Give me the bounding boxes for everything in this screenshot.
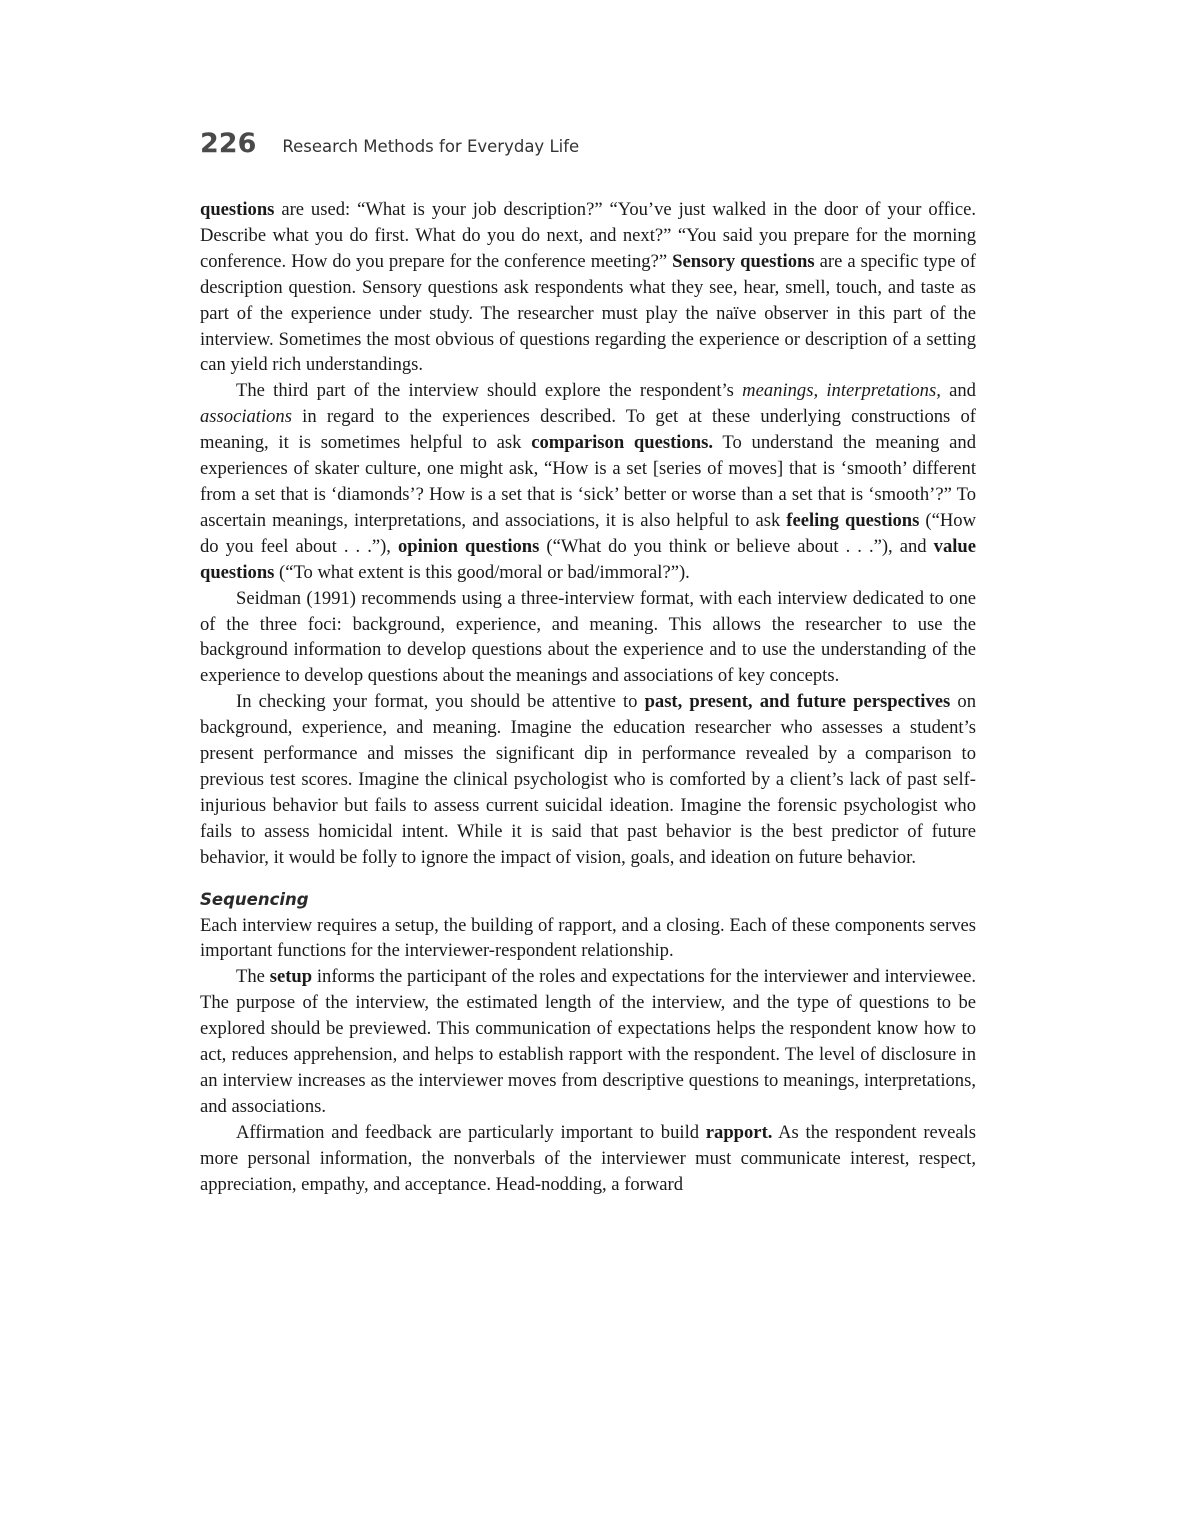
text-run: (“How do you feel about . . .”), xyxy=(200,509,977,557)
paragraph-meanings xyxy=(200,378,976,585)
text-run: in regard to the experiences described. To get at these underlying constructions of meaning, it is sometimes helpful to ask xyxy=(200,406,976,454)
text-run: Affirmation and feedback are particularly important to build xyxy=(236,1121,706,1143)
running-head xyxy=(200,128,1000,172)
paragraph-perspectives xyxy=(200,689,976,870)
term-opinion-questions: opinion questions xyxy=(397,535,540,557)
term-associations: associations xyxy=(200,406,292,428)
term-meanings-interpretations: meanings, interpretations, xyxy=(742,380,941,402)
term-past-present-future: past, present, and future perspectives xyxy=(644,691,951,713)
text-run: The xyxy=(236,966,270,988)
text-run: As the respondent reveals more personal information, the nonverbals of the interviewer must communicate interest, respect, appreciation, empathy, and acceptance. Head-nodding, a forward xyxy=(200,1121,976,1195)
text-run: The third part of the interview should explore the respondent’s xyxy=(236,380,743,402)
text-run: In checking your format, you should be attentive to xyxy=(236,691,645,713)
text-run: To understand the meaning and experiences of skater culture, one might ask, “How is a set [series of moves] that is ‘smooth’ different from a set that is ‘diamonds’? How is a set that is ‘sick’ better or worse than a set that is ‘smooth’?” To ascertain meanings, interpretations, and associations, it is also helpful to ask xyxy=(200,432,977,531)
text-run: are a specific type of description question. Sensory questions ask respondents what they see, hear, smell, touch, and taste as part of the experience under study. The researcher must play the naïve observer in this part of the interview. Sometimes the most obvious of questions regarding the experience or description of a setting can yield rich understandings. xyxy=(200,250,976,376)
term-comparison-questions: comparison questions. xyxy=(531,432,713,454)
text-run: on background, experience, and meaning. Imagine the education researcher who assesses a student’s present performance and misses the significant dip in performance revealed by a comparison to previous test scores. Imagine the clinical psychologist who is comforted by a client’s lack of past self-injurious behavior but fails to assess current suicidal ideation. Imagine the forensic psychologist who fails to assess homicidal intent. While it is said that past behavior is the best predictor of future behavior, it would be folly to ignore the impact of vision, goals, and ideation on future behavior. xyxy=(200,691,976,868)
paragraph-sequencing-intro: Each interview requires a setup, the building of rapport, and a closing. Each of these components serves important functions for the interviewer-respondent relationship. xyxy=(200,914,976,962)
text-run: informs the participant of the roles and expectations for the interviewer and interviewee. The purpose of the interview, the estimated length of the interview, and the type of questions to be explored should be previewed. This communication of expectations helps the respondent know how to act, reduces apprehension, and helps to establish rapport with the respondent. The level of disclosure in an interview increases as the interviewer moves from descriptive questions to meanings, interpretations, and associations. xyxy=(200,966,976,1117)
term-sensory-questions: Sensory questions xyxy=(672,250,815,272)
page-number: 226 xyxy=(200,128,257,159)
paragraph-seidman: Seidman (1991) recommends using a three-interview format, with each interview dedicated to one of the three foci: background, experience, and meaning. This allows the researcher to use the background information to develop questions about the experience and to use the understanding of the experience to develop questions about the meanings and associations of key concepts. xyxy=(200,587,976,687)
term-setup: setup xyxy=(269,966,313,988)
paragraph-description-questions xyxy=(200,197,976,378)
book-title: Research Methods for Everyday Life xyxy=(282,137,580,156)
term-feeling-questions: feeling questions xyxy=(786,509,920,531)
paragraph-setup xyxy=(200,964,976,1119)
term-questions: questions xyxy=(200,199,275,220)
text-run: (“What do you think or believe about . . .”), and xyxy=(539,535,934,557)
body-text xyxy=(200,197,976,1198)
text-run: are used: “What is your job description?” “You’ve just walked in the door of your office. Describe what you do first. What do you do next, and next?” “You said you prepare for the morning conference. How do you prepare for the conference meeting?” xyxy=(200,199,976,272)
text-run: (“To what extent is this good/moral or bad/immoral?”). xyxy=(274,561,690,583)
term-rapport: rapport. xyxy=(705,1121,773,1143)
term-value-questions: value questions xyxy=(200,535,976,583)
paragraph-rapport xyxy=(200,1120,976,1198)
text-run: and xyxy=(940,380,976,402)
section-heading-sequencing: Sequencing xyxy=(200,889,309,909)
